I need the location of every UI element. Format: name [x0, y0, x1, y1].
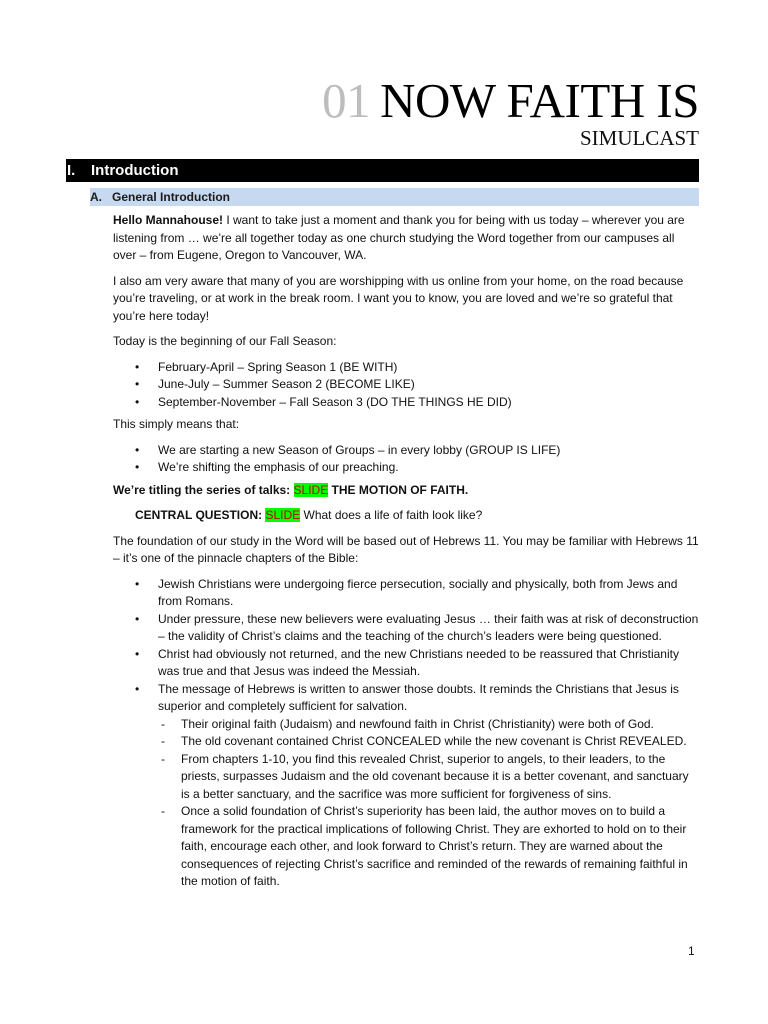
list-item-text: The message of Hebrews is written to answer those doubts. It reminds the Christians that Jesus is superior and completely sufficient for salvation. — [158, 681, 679, 713]
list-item: • Under pressure, these new believers were evaluating Jesus … their faith was at risk of deconstruction – the validity of Christ’s claims and the teaching of the church’s leaders were being questioned. — [113, 611, 699, 646]
series-title-paragraph — [113, 482, 699, 500]
sub-point-item: - From chapters 1-10, you find this revealed Christ, superior to angels, to their leaders, to the priests, surpasses Judaism and the old covenant because it is a better covenant, and sanctuary is a better sanctuary, and the sacrifice was more sufficient for forgiveness of sins. — [158, 751, 699, 804]
list-item: • February-April – Spring Season 1 (BE WITH) — [113, 359, 699, 377]
context-list — [113, 576, 699, 891]
page-title — [322, 72, 699, 130]
means-intro-paragraph: This simply means that: — [113, 417, 240, 431]
section-heading-bar — [66, 159, 699, 182]
sub-point-item: - Their original faith (Judaism) and newfound faith in Christ (Christianity) were both of God. — [158, 716, 699, 734]
list-item: • We are starting a new Season of Groups – in every lobby (GROUP IS LIFE) — [113, 442, 699, 460]
central-question-text: What does a life of faith look like? — [303, 508, 483, 522]
section-numeral: I. — [67, 162, 76, 179]
central-question-label: CENTRAL QUESTION: — [135, 508, 263, 522]
season-intro-paragraph: Today is the beginning of our Fall Season: — [113, 334, 337, 348]
section-title: Introduction — [91, 162, 179, 179]
seasons-list — [113, 359, 699, 412]
sub-point-list — [158, 716, 699, 891]
list-item: • Jewish Christians were undergoing fierce persecution, socially and physically, both from Jews and from Romans. — [113, 576, 699, 611]
greeting-text: I want to take just a moment and thank you for being with us today – wherever you are listening from … we’re all together today as one church studying the Word together from our campuses all over – from Eugene, Oregon to Vancouver, WA. — [113, 213, 685, 262]
list-item: • We’re shifting the emphasis of our preaching. — [113, 459, 699, 477]
lesson-title: NOW FAITH IS — [380, 73, 699, 128]
list-item: • June-July – Summer Season 2 (BECOME LIKE) — [113, 376, 699, 394]
aware-paragraph: I also am very aware that many of you are worshipping with us online from your home, on the road because you’re traveling, or at work in the break room. I want you to know, you are loved and we’re so grateful that you’re here today! — [113, 273, 684, 323]
greeting-bold: Hello Mannahouse! — [113, 213, 224, 227]
list-item: • Christ had obviously not returned, and the new Christians needed to be reassured that Christianity was true and that Jesus was indeed the Messiah. — [113, 646, 699, 681]
sub-point-item: - The old covenant contained Christ CONCEALED while the new covenant is Christ REVEALED. — [158, 733, 699, 751]
means-list — [113, 442, 699, 477]
subsection-title: General Introduction — [112, 190, 231, 204]
series-label: We’re titling the series of talks: — [113, 482, 291, 497]
list-item — [113, 681, 699, 891]
slide-marker: SLIDE — [293, 482, 329, 497]
subsection-letter: A. — [90, 190, 102, 204]
document-body — [113, 212, 699, 899]
subsection-heading-bar — [90, 188, 699, 206]
slide-marker: SLIDE — [265, 508, 301, 522]
page-subtitle: SIMULCAST — [579, 126, 699, 150]
central-question-paragraph — [113, 507, 699, 525]
foundation-paragraph: The foundation of our study in the Word will be based out of Hebrews 11. You may be familiar with Hebrews 11 – it’s one of the pinnacle chapters of the Bible: — [113, 533, 699, 565]
lesson-number: 01 — [322, 73, 371, 128]
sub-point-item: - Once a solid foundation of Christ’s superiority has been laid, the author moves on to build a framework for the practical implications of following Christ. They are exhorted to hold on to their faith, encourage each other, and look forward to Christ’s return. They are warned about the consequences of rejecting Christ’s sacrifice and reminded of the rewards of remaining faithful in the motion of faith. — [158, 803, 699, 891]
series-name: THE MOTION OF FAITH. — [331, 482, 469, 497]
greeting-paragraph — [113, 212, 699, 265]
list-item: • September-November – Fall Season 3 (DO THE THINGS HE DID) — [113, 394, 699, 412]
page-number: 1 — [688, 944, 695, 958]
